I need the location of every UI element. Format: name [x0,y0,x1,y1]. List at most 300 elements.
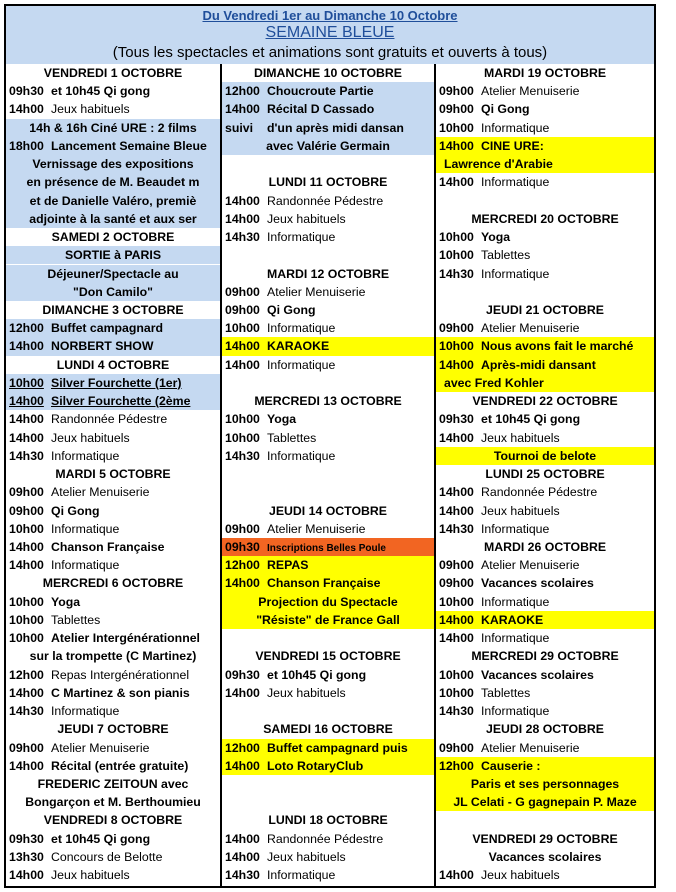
day-label: MARDI 5 OCTOBRE [55,467,171,482]
day-label: DIMANCHE 3 OCTOBRE [42,302,184,317]
empty-row [222,155,434,173]
entry-text: sur la trompette (C Martinez) [29,649,197,664]
entry-text: Jeux habituels [267,211,346,226]
day-heading [436,301,654,319]
entry-time: 14h00 [225,685,260,700]
entry-time: 14h30 [225,448,260,463]
day-heading [6,720,220,738]
entry-text: JL Celati - G gagnepain P. Maze [453,795,637,810]
agenda-sheet [4,4,656,888]
agenda-entry [6,119,220,137]
entry-time: 10h00 [9,375,44,390]
agenda-entry [6,246,220,264]
agenda-entry [222,611,434,629]
entry-text: Tournoi de belote [493,448,597,463]
day-label: MARDI 12 OCTOBRE [266,266,390,281]
empty-row [222,629,434,647]
entry-text: et 10h45 Qi gong [481,412,581,427]
entry-text: NORBERT SHOW [51,339,154,354]
agenda-entry [6,410,220,428]
entry-text: Inscriptions Belles Poule [267,542,386,554]
agenda-entry [436,502,654,520]
entry-time: 14h00 [9,339,44,354]
agenda-entry [222,684,434,702]
agenda-entry [436,265,654,283]
entry-time: 09h00 [439,740,474,755]
entry-text: Jeux habituels [481,868,560,883]
column-2 [222,64,436,886]
agenda-entry [6,100,220,118]
entry-text: Informatique [267,357,336,372]
agenda-entry [222,447,434,465]
entry-text: Lawrence d'Arabie [444,157,553,172]
entry-time: 14h30 [439,266,474,281]
agenda-entry [6,775,220,793]
day-label: LUNDI 11 OCTOBRE [268,175,388,190]
entry-text: Atelier Menuiserie [51,740,150,755]
agenda-entry [436,757,654,775]
entry-time: 12h00 [439,758,474,773]
entry-time: 14h30 [439,521,474,536]
day-heading [436,64,654,82]
agenda-entry [436,611,654,629]
agenda-entry [222,739,434,757]
agenda-entry [436,356,654,374]
entry-time: 09h30 [9,84,44,99]
day-label: DIMANCHE 10 OCTOBRE [253,66,403,80]
entry-time: 10h00 [439,667,474,682]
agenda-entry [6,520,220,538]
entry-time: 12h00 [225,740,260,755]
entry-time: 12h00 [9,667,44,682]
entry-time: 14h30 [225,868,260,883]
agenda-entry [436,228,654,246]
agenda-entry [222,210,434,228]
agenda-entry [222,410,434,428]
entry-time: 14h30 [9,448,44,463]
agenda-entry [436,246,654,264]
entry-time: 14h30 [225,230,260,245]
entry-text: Yoga [267,412,297,427]
entry-text: Qi Gong [481,102,530,117]
agenda-entry [6,429,220,447]
entry-text: Jeux habituels [267,685,346,700]
entry-text: Buffet campagnard [51,321,164,336]
day-label: JEUDI 7 OCTOBRE [57,722,169,737]
day-label: LUNDI 4 OCTOBRE [56,357,170,372]
agenda-entry [6,757,220,775]
entry-time: 14h30 [9,704,44,719]
entry-time: 10h00 [439,120,474,135]
entry-text: KARAOKE [267,339,330,354]
day-heading [222,647,434,665]
day-heading [222,720,434,738]
entry-time: 09h30 [225,667,260,682]
entry-text: Informatique [51,704,120,719]
entry-time: 14h00 [9,539,44,554]
entry-text: FREDERIC ZEITOUN avec [37,776,189,791]
entry-text: Silver Fourchette (2ème [51,394,191,409]
agenda-entry [436,319,654,337]
agenda-entry [6,866,220,884]
entry-text: Jeux habituels [51,102,130,117]
entry-time: 10h00 [439,339,474,354]
entry-text: d'un après midi dansan [267,120,404,135]
entry-text: Informatique [51,448,120,463]
agenda-entry [436,848,654,866]
day-label: MERCREDI 29 OCTOBRE [471,649,619,664]
entry-text: Déjeuner/Spectacle au [47,266,179,281]
entry-time: 14h00 [9,412,44,427]
entry-time: 14h00 [225,339,260,354]
entry-time: 14h00 [225,102,260,117]
agenda-entry [222,866,434,884]
entry-text: Atelier Menuiserie [481,84,580,99]
day-label: SAMEDI 2 OCTOBRE [51,230,175,245]
agenda-entry [436,100,654,118]
entry-text: Informatique [481,704,550,719]
agenda-entry [436,593,654,611]
empty-row [436,283,654,301]
entry-time: 14h00 [225,849,260,864]
entry-text: Informatique [267,321,336,336]
entry-time: 09h00 [439,84,474,99]
day-label: VENDREDI 1 OCTOBRE [43,66,183,80]
agenda-entry [436,337,654,355]
agenda-entry [6,629,220,647]
entry-text: Informatique [481,266,550,281]
day-heading [436,538,654,556]
agenda-entry [222,319,434,337]
entry-time: 14h00 [9,394,44,409]
entry-text: Randonnée Pédestre [267,193,384,208]
agenda-entry [222,283,434,301]
entry-text: avec Valérie Germain [266,138,390,153]
agenda-entry [6,192,220,210]
entry-time: 14h00 [439,430,474,445]
agenda-entry [436,629,654,647]
day-heading [6,356,220,374]
day-label: VENDREDI 8 OCTOBRE [43,813,183,828]
entry-text: Tablettes [481,248,531,263]
entry-time: 18h00 [9,138,44,153]
agenda-entry [436,173,654,191]
entry-time: 14h00 [225,576,260,591]
entry-time: 14h00 [9,685,44,700]
entry-text: Nous avons fait le marché [481,339,634,354]
agenda-entry [6,611,220,629]
agenda-entry [222,82,434,100]
agenda-entry [6,155,220,173]
entry-text: Choucroute Partie [267,84,374,99]
agenda-entry [436,666,654,684]
agenda-entry [6,173,220,191]
day-heading [222,811,434,829]
entry-text: Atelier Menuiserie [481,740,580,755]
agenda-entry [6,447,220,465]
agenda-entry [436,119,654,137]
agenda-entry [436,82,654,100]
entry-text: Vacances scolaires [481,667,594,682]
entry-text: Projection du Spectacle [258,594,398,609]
agenda-entry [222,556,434,574]
entry-text: Informatique [267,448,336,463]
entry-text: "Résiste" de France Gall [256,612,400,627]
entry-time: 09h00 [439,321,474,336]
entry-text: Atelier Menuiserie [481,321,580,336]
entry-text: adjointe à la santé et aux ser [29,211,197,226]
entry-time: 10h00 [439,248,474,263]
entry-text: CINE URE: [481,138,544,153]
entry-text: Concours de Belotte [51,849,163,864]
agenda-entry [436,137,654,155]
day-heading [222,173,434,191]
agenda-entry [6,684,220,702]
entry-time: 14h00 [439,868,474,883]
entry-text: Qi Gong [51,503,100,518]
day-heading [436,465,654,483]
agenda-entry [222,192,434,210]
entry-time: 14h00 [225,193,260,208]
agenda-entry [436,702,654,720]
agenda-entry [436,520,654,538]
entry-text: Repas Intergénérationnel [51,667,190,682]
agenda-entry [222,337,434,355]
entry-text: Jeux habituels [267,849,346,864]
entry-text: et 10h45 Qi gong [51,84,151,99]
entry-text: en présence de M. Beaudet m [26,175,200,190]
agenda-entry [436,866,654,884]
entry-time: 13h30 [9,849,44,864]
day-label: VENDREDI 29 OCTOBRE [472,831,618,846]
agenda-entry [6,392,220,410]
agenda-title: SEMAINE BLEUE [265,24,395,41]
entry-text: Bongarçon et M. Berthoumieu [25,795,201,810]
agenda-entry [6,538,220,556]
agenda-entry [436,155,654,173]
day-label: LUNDI 18 OCTOBRE [268,813,388,828]
entry-time: 10h00 [9,612,44,627]
agenda-entry [436,793,654,811]
agenda-entry [6,337,220,355]
entry-time: 09h00 [439,576,474,591]
entry-text: Tablettes [481,685,531,700]
entry-time: 14h00 [439,485,474,500]
day-heading [222,392,434,410]
entry-text: Loto RotaryClub [267,758,364,773]
empty-row [222,702,434,720]
entry-time: 09h00 [225,521,260,536]
entry-text: Silver Fourchette (1er) [51,375,182,390]
entry-time: 14h00 [9,758,44,773]
entry-time: 10h00 [439,230,474,245]
entry-time: 14h00 [225,758,260,773]
entry-time: 12h00 [9,321,44,336]
day-heading [6,811,220,829]
entry-text: Récital (entrée gratuite) [51,758,189,773]
agenda-entry [6,647,220,665]
agenda-entry [222,137,434,155]
empty-row [222,483,434,501]
agenda-entry [436,447,654,465]
agenda-entry [6,265,220,283]
agenda-header [6,6,654,64]
entry-time: 14h00 [225,357,260,372]
entry-text: Jeux habituels [51,868,130,883]
column-1 [6,64,222,886]
entry-time: 10h00 [9,631,44,646]
entry-text: "Don Camilo" [73,284,153,299]
entry-text: Tablettes [51,612,101,627]
entry-text: Jeux habituels [481,430,560,445]
agenda-entry [6,702,220,720]
date-range: Du Vendredi 1er au Dimanche 10 Octobre [202,8,458,23]
entry-text: Atelier Menuiserie [51,485,150,500]
entry-text: Jeux habituels [481,503,560,518]
agenda-entry [6,483,220,501]
agenda-entry [6,374,220,392]
agenda-entry [6,137,220,155]
agenda-entry [6,556,220,574]
entry-time: 14h00 [439,357,474,372]
entry-text: Vernissage des expositions [32,157,194,172]
agenda-entry [436,483,654,501]
entry-text: Informatique [267,230,336,245]
day-label: MERCREDI 13 OCTOBRE [254,394,402,409]
entry-text: Récital D Cassado [267,102,375,117]
entry-text: Atelier Menuiserie [481,558,580,573]
agenda-entry [222,356,434,374]
entry-text: Atelier Intergénérationnel [51,631,200,646]
entry-text: Randonnée Pédestre [481,485,598,500]
agenda-entry [222,429,434,447]
entry-text: Après-midi dansant [481,357,596,372]
agenda-entry [222,574,434,592]
day-label: JEUDI 21 OCTOBRE [486,302,604,317]
day-heading [436,647,654,665]
entry-text: Informatique [481,631,550,646]
agenda-entry [436,556,654,574]
agenda-entry [222,830,434,848]
entry-time: 12h00 [225,84,260,99]
entry-time: 10h00 [439,594,474,609]
entry-text: Chanson Française [267,576,381,591]
entry-text: 14h & 16h Ciné URE : 2 films [29,120,197,135]
entry-text: avec Fred Kohler [444,375,544,390]
empty-row [222,775,434,793]
day-label: VENDREDI 15 OCTOBRE [255,649,401,664]
day-heading [222,64,434,82]
entry-time: 14h00 [225,211,260,226]
agenda-entry [222,100,434,118]
empty-row [222,793,434,811]
entry-text: Informatique [481,594,550,609]
entry-text: Causerie : [481,758,541,773]
entry-text: Atelier Menuiserie [267,284,366,299]
agenda-entry [6,793,220,811]
agenda-entry [222,119,434,137]
entry-time: 09h00 [439,102,474,117]
day-label: MERCREDI 6 OCTOBRE [42,576,184,591]
entry-time: 14h00 [439,631,474,646]
agenda-entry [6,210,220,228]
day-heading [436,830,654,848]
entry-time: 09h30 [439,412,474,427]
agenda-entry [436,574,654,592]
agenda-entry [436,739,654,757]
entry-time: 14h00 [439,612,474,627]
entry-text: Vacances scolaires [481,576,594,591]
day-heading [6,574,220,592]
entry-text: KARAOKE [481,612,544,627]
day-label: LUNDI 25 OCTOBRE [485,467,605,482]
agenda-entry [436,429,654,447]
agenda-entry [6,82,220,100]
entry-time: 14h00 [439,503,474,518]
entry-text: Chanson Française [51,539,165,554]
day-label: JEUDI 14 OCTOBRE [269,503,387,518]
agenda-entry [436,410,654,428]
entry-time: 14h00 [439,138,474,153]
day-heading [222,265,434,283]
entry-time: 10h00 [225,321,260,336]
entry-text: Informatique [481,120,550,135]
entry-text: Qi Gong [267,302,316,317]
entry-text: Yoga [481,230,511,245]
agenda-entry [222,538,434,556]
entry-time: 09h00 [225,302,260,317]
day-heading [6,228,220,246]
entry-time: 10h00 [9,594,44,609]
entry-time: 14h30 [439,704,474,719]
entry-time: 09h30 [225,539,260,554]
agenda-entry [436,775,654,793]
entry-text: Randonnée Pédestre [51,412,168,427]
agenda-entry [6,830,220,848]
entry-text: Randonnée Pédestre [267,831,384,846]
entry-time: 12h00 [225,558,260,573]
agenda-entry [222,593,434,611]
day-heading [222,502,434,520]
empty-row [222,374,434,392]
entry-text: et 10h45 Qi gong [267,667,367,682]
entry-text: Informatique [51,521,120,536]
agenda-entry [6,739,220,757]
entry-text: Tablettes [267,430,317,445]
day-label: MARDI 19 OCTOBRE [483,66,607,80]
day-heading [6,64,220,82]
agenda-entry [6,593,220,611]
entry-text: Buffet campagnard puis [267,740,408,755]
day-label: JEUDI 28 OCTOBRE [486,722,604,737]
entry-time: 10h00 [9,521,44,536]
day-label: SAMEDI 16 OCTOBRE [263,722,393,737]
entry-time: 09h00 [225,284,260,299]
entry-text: SORTIE à PARIS [64,248,162,263]
agenda-subtitle: (Tous les spectacles et animations sont gratuits et ouverts à tous) [112,44,548,61]
agenda-entry [436,374,654,392]
empty-row [222,246,434,264]
day-label: VENDREDI 22 OCTOBRE [472,394,618,409]
empty-row [436,192,654,210]
entry-text: Paris et ses personnages [470,776,620,791]
agenda-entry [436,684,654,702]
day-heading [6,465,220,483]
entry-text: Informatique [51,558,120,573]
day-heading [6,301,220,319]
day-heading [436,392,654,410]
column-3 [436,64,654,886]
